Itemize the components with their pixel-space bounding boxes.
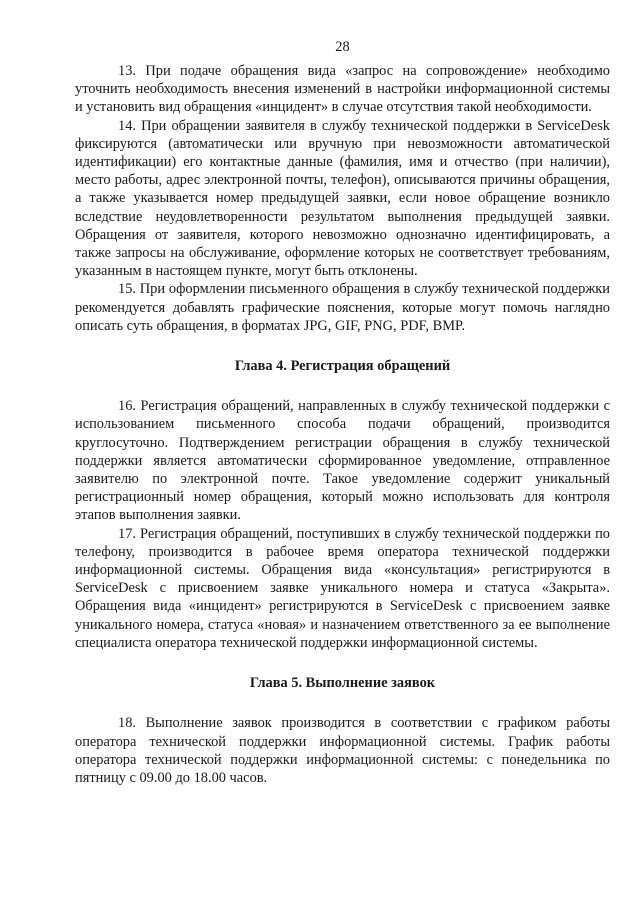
paragraph-13: 13. При подаче обращения вида «запрос на сопровождение» необходимо уточнить необходимость внесения изменений в настройки информационной системы и установить вид обращения «инцидент» в случае отсутствия такой необходимости. (75, 63, 610, 116)
chapter-5-heading: Глава 5. Выполнение заявок (249, 675, 436, 692)
chapter-4-heading: Глава 4. Регистрация обращений (234, 358, 451, 375)
paragraph-17: 17. Регистрация обращений, поступивших в службу технической поддержки по телефону, производится в рабочее время оператора технической поддержки информационной системы. Обращения вида «консультация» регистрируются в ServiceDesk с присвоением заявке уникального номера и статуса «Закрыта». Обращения вида «инцидент» регистрируются в ServiceDesk с присвоением заявке уникального номера, статуса «новая» и назначением ответственного за ее выполнение специалиста оператора технической поддержки информационной системы. (75, 525, 610, 651)
paragraph-18: 18. Выполнение заявок производится в соответствии с графиком работы оператора технической поддержки информационной системы. График работы оператора технической поддержки информационной системы: с понедельника по пятницу с 09.00 до 18.00 часов. (75, 715, 610, 786)
page-number: 28 (335, 39, 350, 55)
paragraph-15: 15. При оформлении письменного обращения в службу технической поддержки рекомендуется добавлять графические пояснения, которые могут помочь наглядно описать суть обращения, в форматах JPG, GIF, PNG, PDF, BMP. (75, 281, 610, 334)
paragraph-16: 16. Регистрация обращений, направленных в службу технической поддержки с использованием письменного способа подачи обращений, производится круглосуточно. Подтверждением регистрации обращения в службу технической поддержки является автоматически сформированное уведомление, отправленное заявителю по электронной почте. Такое уведомление содержит уникальный регистрационный номер обращения, который можно использовать для контроля этапов выполнения заявки. (75, 398, 610, 524)
document-page (75, 38, 610, 787)
paragraph-14: 14. При обращении заявителя в службу технической поддержки в ServiceDesk фиксируются (автоматически или вручную при невозможности автоматической идентификации) его контактные данные (фамилия, имя и отчество (при наличии), место работы, адрес электронной почты, телефон), описываются причины обращения, а также указывается номер предыдущей заявки, если новое обращение возникло вследствие неудовлетворенности результатом выполнения предыдущей заявки. Обращения от заявителя, которого невозможно однозначно идентифицировать, а также запросы на обслуживание, оформление которых не соответствует требованиям, указанным в настоящем пункте, могут быть отклонены. (75, 117, 610, 280)
